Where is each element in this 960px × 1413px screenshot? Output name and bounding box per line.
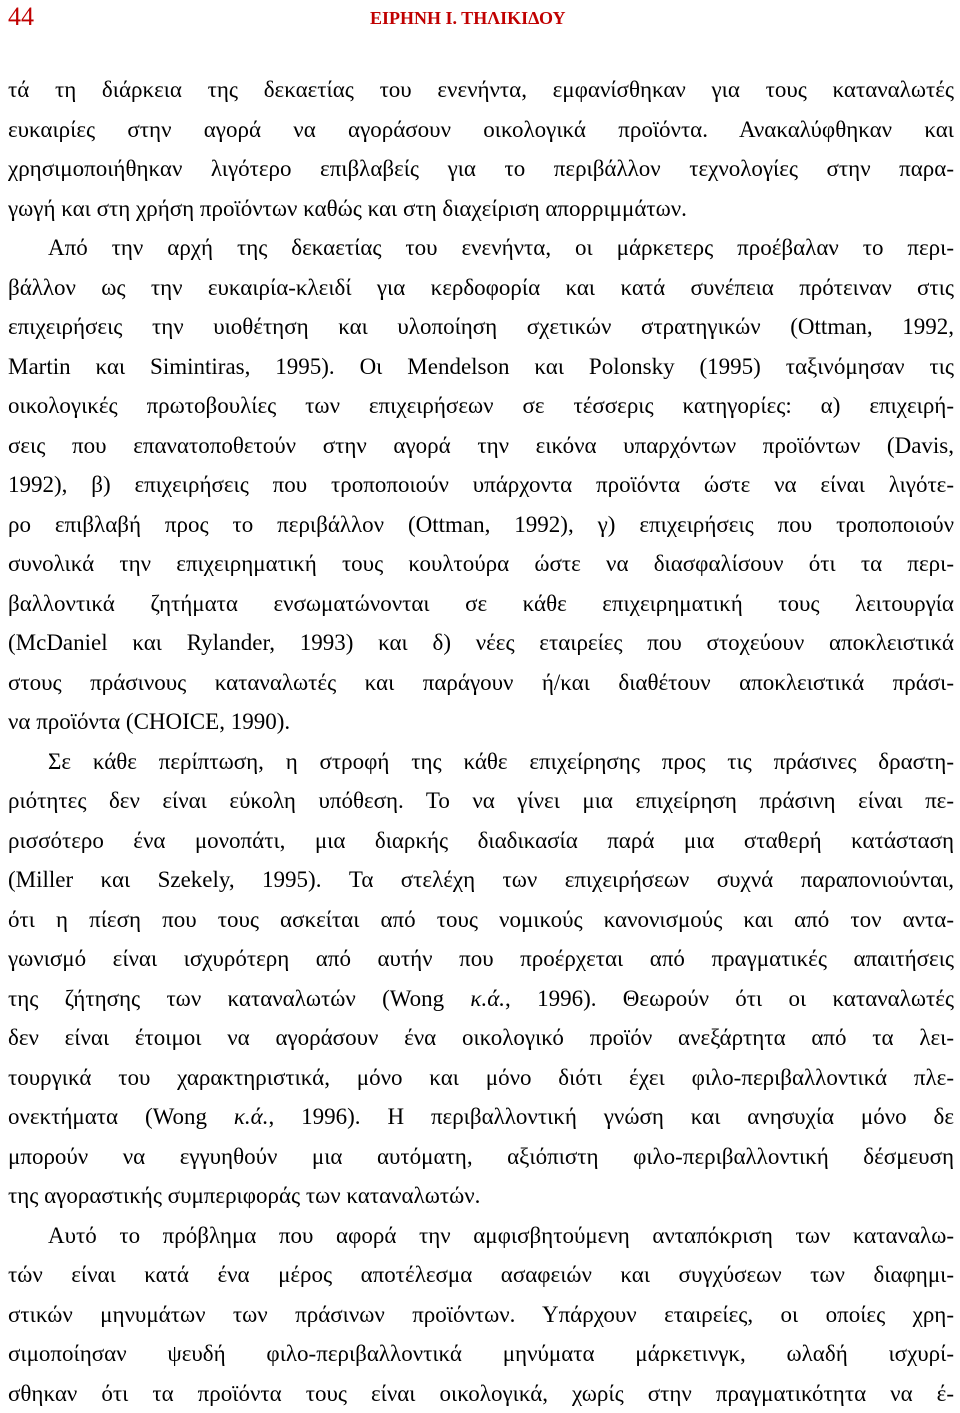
text-line-part: ρισσότερο ένα μονοπάτι, μια διαρκής διαδικασία παρά μια σταθερή κατάσταση: [8, 828, 954, 853]
text-line-part: της αγοραστικής συμπεριφοράς των καταναλωτών.: [8, 1183, 480, 1208]
text-line-part: Σε κάθε περίπτωση, η στροφή της κάθε επιχείρησης προς τις πράσινες δραστη-: [48, 749, 954, 774]
text-line-part: ρο επιβλαβή προς το περιβάλλον (Ottman, 1992), γ) επιχειρήσεις που τροποποιούν: [8, 512, 954, 537]
text-line: [8, 584, 954, 624]
text-line: [8, 1018, 954, 1058]
text-line: [8, 900, 954, 940]
text-line: [8, 742, 954, 782]
text-line-part: επιχειρήσεις την υιοθέτηση και υλοποίηση σχετικών στρατηγικών (Ottman, 1992,: [8, 314, 954, 339]
text-line: [8, 939, 954, 979]
text-line: [8, 347, 954, 387]
text-line-part: της ζήτησης των καταναλωτών (Wong: [8, 986, 470, 1011]
text-line-part: οικολογικές πρωτοβουλίες των επιχειρήσεων σε τέσσερις κατηγορίες: α) επιχειρή-: [8, 393, 954, 418]
text-line: [8, 1374, 954, 1413]
text-line-part: , 1996). Θεωρούν ότι οι καταναλωτές: [505, 986, 954, 1011]
text-line: [8, 1255, 954, 1295]
text-line-part: τών είναι κατά ένα μέρος αποτέλεσμα ασαφειών και συγχύσεων των διαφημι-: [8, 1262, 954, 1287]
text-line-part: σιμοποίησαν ψευδή φιλο-περιβαλλοντικά μηνύματα μάρκετινγκ, ωλαδή ισχυρί-: [8, 1341, 954, 1366]
text-line: [8, 465, 954, 505]
text-line-part: τά τη διάρκεια της δεκαετίας του ενενήντα, εμφανίσθηκαν για τους καταναλωτές: [8, 77, 954, 102]
text-line-part: στους πράσινους καταναλωτές και παράγουν ή/και διαθέτουν αποκλειστικά πράσι-: [8, 670, 954, 695]
text-line-part: ευκαιρίες στην αγορά να αγοράσουν οικολογικά προϊόντα. Ανακαλύφθηκαν και: [8, 117, 954, 142]
text-line: [8, 1334, 954, 1374]
text-line-part: ότι η πίεση που τους ασκείται από τους νομικούς κανονισμούς και από τον αντα-: [8, 907, 954, 932]
text-line: [8, 1176, 954, 1216]
text-line-part: μπορούν να εγγυηθούν μια αυτόματη, αξιόπιστη φιλο-περιβαλλοντική δέσμευση: [8, 1144, 954, 1169]
text-line-part: Από την αρχή της δεκαετίας του ενενήντα, οι μάρκετερς προέβαλαν το περι-: [48, 235, 954, 260]
text-line: [8, 1137, 954, 1177]
text-line: [8, 426, 954, 466]
text-line: [8, 1216, 954, 1256]
text-line-part: ριότητες δεν είναι εύκολη υπόθεση. Το να γίνει μια επιχείρηση πράσινη είναι πε-: [8, 788, 954, 813]
text-line-part: δεν είναι έτοιμοι να αγοράσουν ένα οικολογικό προϊόν ανεξάρτητα από τα λει-: [8, 1025, 954, 1050]
text-line: [8, 1097, 954, 1137]
text-line-part: Martin και Simintiras, 1995). Οι Mendelson και Polonsky (1995) ταξινόμησαν τις: [8, 354, 954, 379]
text-line-part: βάλλον ως την ευκαιρία-κλειδί για κερδοφορία και κατά συνέπεια πρότειναν στις: [8, 275, 954, 300]
text-line-part: να προϊόντα (CHOICE, 1990).: [8, 709, 290, 734]
text-line-part: 1992), β) επιχειρήσεις που τροποποιούν υπάρχοντα προϊόντα ώστε να είναι λιγότε-: [8, 472, 954, 497]
body-text: [8, 70, 954, 1413]
text-line-part: , 1996). Η περιβαλλοντική γνώση και ανησυχία μόνο δε: [269, 1104, 954, 1129]
text-line: [8, 110, 954, 150]
text-line-part: (McDaniel και Rylander, 1993) και δ) νέες εταιρείες που στοχεύουν αποκλειστικά: [8, 630, 954, 655]
text-line-part: ονεκτήματα (Wong: [8, 1104, 234, 1129]
text-line: [8, 70, 954, 110]
running-head: ΕΙΡΗΝΗ Ι. ΤΗΛΙΚΙΔΟΥ: [370, 6, 566, 30]
page-header: [0, 0, 960, 40]
text-line-part: βαλλοντικά ζητήματα ενσωματώνονται σε κάθε επιχειρηματική τους λειτουργία: [8, 591, 954, 616]
text-line: [8, 1058, 954, 1098]
text-line: [8, 228, 954, 268]
text-line-part: γωγή και στη χρήση προϊόντων καθώς και στη διαχείριση απορριμμάτων.: [8, 196, 687, 221]
text-line-part: Αυτό το πρόβλημα που αφορά την αμφισβητούμενη ανταπόκριση των καταναλω-: [48, 1223, 954, 1248]
text-line: [8, 307, 954, 347]
text-line-part: (Miller και Szekely, 1995). Τα στελέχη των επιχειρήσεων συχνά παραπονιούνται,: [8, 867, 954, 892]
text-line: [8, 979, 954, 1019]
text-line: [8, 702, 954, 742]
text-line-part: χρησιμοποιήθηκαν λιγότερο επιβλαβείς για το περιβάλλον τεχνολογίες στην παρα-: [8, 156, 954, 181]
text-line-italic: κ.ά.: [470, 986, 505, 1011]
text-line: [8, 386, 954, 426]
text-line: [8, 821, 954, 861]
text-line-part: στικών μηνυμάτων των πράσινων προϊόντων. Υπάρχουν εταιρείες, οι οποίες χρη-: [8, 1302, 954, 1327]
text-line: [8, 544, 954, 584]
text-line-part: συνολικά την επιχειρηματική τους κουλτούρα ώστε να διασφαλίσουν ότι τα περι-: [8, 551, 954, 576]
text-line: [8, 781, 954, 821]
text-line: [8, 860, 954, 900]
text-line: [8, 149, 954, 189]
text-line: [8, 505, 954, 545]
text-line: [8, 1295, 954, 1335]
text-line-part: τουργικά του χαρακτηριστικά, μόνο και μόνο διότι έχει φιλο-περιβαλλοντικά πλε-: [8, 1065, 954, 1090]
page-number: 44: [8, 2, 34, 32]
text-line-part: σθηκαν ότι τα προϊόντα τους είναι οικολογικά, χωρίς στην πραγματικότητα να έ-: [8, 1381, 954, 1406]
text-line-part: σεις που επανατοποθετούν στην αγορά την εικόνα υπαρχόντων προϊόντων (Davis,: [8, 433, 954, 458]
text-line-italic: κ.ά.: [234, 1104, 269, 1129]
text-line: [8, 663, 954, 703]
text-line: [8, 189, 954, 229]
text-line-part: γωνισμό είναι ισχυρότερη από αυτήν που προέρχεται από πραγματικές απαιτήσεις: [8, 946, 954, 971]
text-line: [8, 268, 954, 308]
text-line: [8, 623, 954, 663]
